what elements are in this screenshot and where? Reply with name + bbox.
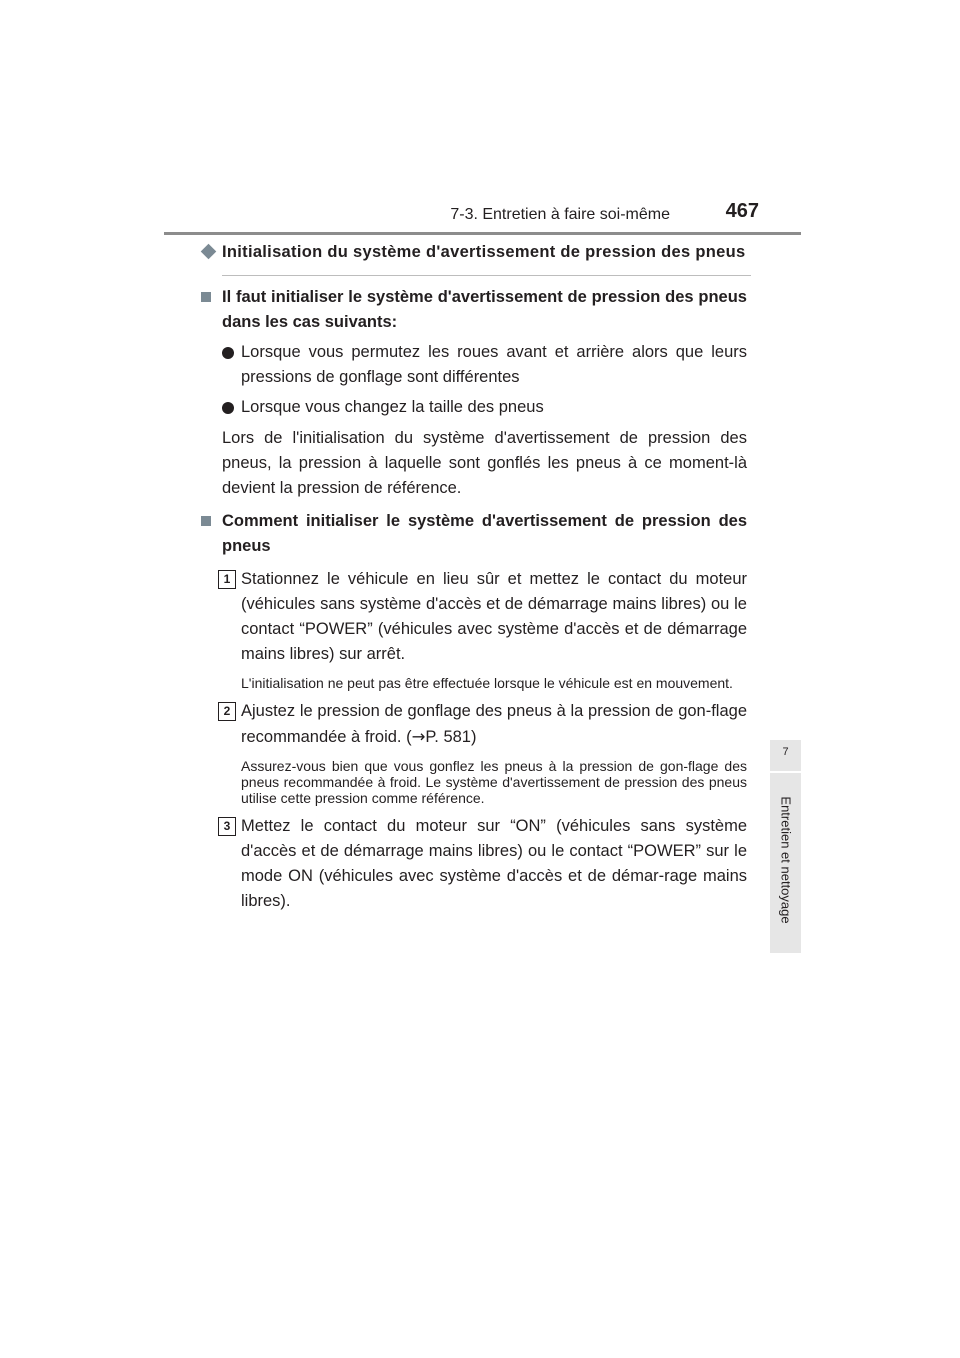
- page-reference: P. 581): [425, 728, 477, 746]
- subheading-1-text: Il faut initialiser le système d'avertissement de pression des pneus dans les cas suivants:: [222, 288, 747, 331]
- paragraph: Lors de l'initialisation du système d'avertissement de pression des pneus, la pression à laquelle sont gonflés les pneus à ce moment-là devient la pression de référence.: [222, 429, 747, 497]
- step-note: L'initialisation ne peut pas être effectuée lorsque le véhicule est en mouvement.: [241, 675, 733, 691]
- step-note: Assurez-vous bien que vous gonflez les pneus à la pression de gon-flage des pneus recommandée à froid. Le système d'avertissement de pression des pneus utilise cette pression comme référence.: [241, 758, 747, 806]
- step-number-badge: 1: [218, 570, 236, 589]
- arrow-right-icon: →: [411, 727, 426, 746]
- chapter-label: Entretien et nettoyage: [778, 796, 794, 924]
- subheading-2: [201, 509, 747, 559]
- round-bullet-icon: [222, 347, 234, 359]
- step-3: [201, 814, 747, 914]
- list-item: [201, 395, 747, 420]
- chapter-number: 7: [782, 746, 789, 758]
- list-item: [201, 340, 747, 390]
- section-heading: [201, 240, 747, 265]
- page-content: [222, 240, 747, 914]
- square-bullet-icon: [201, 516, 211, 526]
- list-item-text: Lorsque vous changez la taille des pneus: [241, 398, 544, 416]
- section-title: 7-3. Entretien à faire soi-même: [450, 206, 670, 223]
- list-item-text: Lorsque vous permutez les roues avant et arrière alors que leurs pressions de gonflage sont différentes: [241, 343, 747, 386]
- square-bullet-icon: [201, 292, 211, 302]
- page-number: 467: [725, 200, 759, 222]
- step-text: Stationnez le véhicule en lieu sûr et mettez le contact du moteur (véhicules sans système d'accès et de démarrage mains libres) ou le contact “POWER” (véhicules avec système d'accès et de démarrage mains libres) sur arrêt.: [241, 570, 747, 663]
- subheading-2-text: Comment initialiser le système d'avertissement de pression des pneus: [222, 512, 747, 555]
- step-number-badge: 2: [218, 702, 236, 721]
- chapter-tab-divider: [770, 771, 801, 773]
- heading-divider: [222, 275, 751, 276]
- subheading-1: [201, 285, 747, 335]
- step-number-badge: 3: [218, 817, 236, 836]
- step-text: Mettez le contact du moteur sur “ON” (véhicules sans système d'accès et de démarrage mains libres) ou le contact “POWER” sur le mode ON (véhicules avec système d'accès et de démar-rage mains libres).: [241, 817, 747, 910]
- step-2: [201, 699, 747, 750]
- diamond-bullet-icon: [201, 244, 217, 260]
- header-divider: [164, 232, 801, 235]
- step-1: [201, 567, 747, 667]
- round-bullet-icon: [222, 402, 234, 414]
- page-header: [0, 0, 960, 240]
- step-text-part: Ajustez le pression de gonflage des pneus à la pression de gon-flage recommandée à froid. (: [241, 702, 747, 746]
- section-heading-text: Initialisation du système d'avertissement de pression des pneus: [222, 243, 746, 261]
- step-text: [241, 699, 747, 750]
